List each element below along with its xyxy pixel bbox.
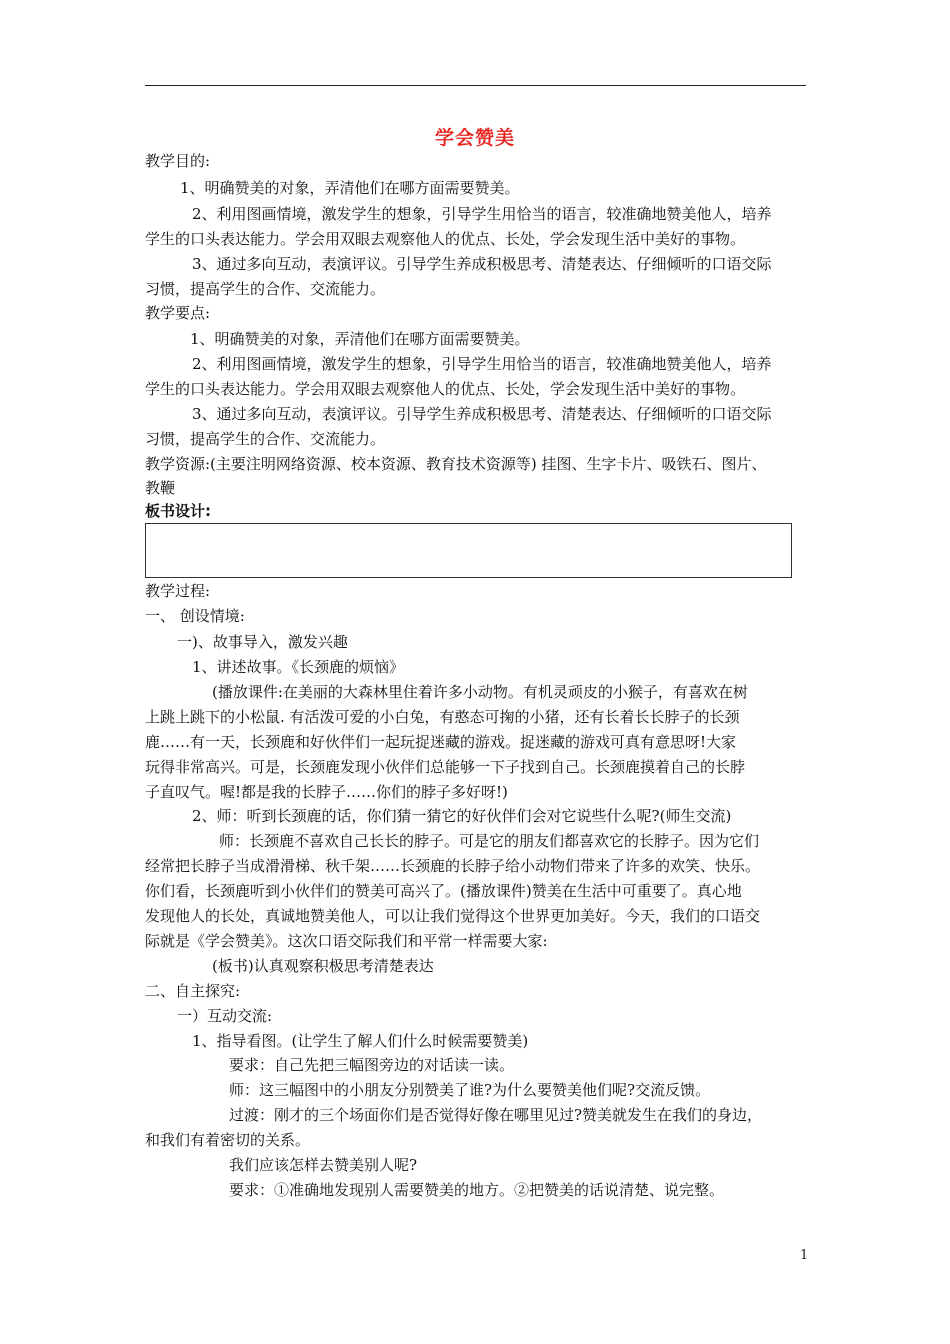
section-2-heading: 二、自主探究: <box>145 982 241 1000</box>
objectives-item-2-line-1: 2、利用图画情境，激发学生的想象，引导学生用恰当的语言，较准确地赞美他人，培养 <box>192 205 772 223</box>
objectives-item-3-line-1: 3、通过多向互动，表演评议。引导学生养成积极思考、清楚表达、仔细倾听的口语交际 <box>192 255 772 273</box>
board-design-box <box>145 523 792 578</box>
transition-line-2: 和我们有着密切的关系。 <box>145 1131 311 1149</box>
teacher-line-5: 际就是《学会赞美》。这次口语交际我们和平常一样需要大家: <box>145 932 548 950</box>
step-2: 2、师：听到长颈鹿的话，你们猜一猜它的好伙伴们会对它说些什么呢?(师生交流) <box>192 807 732 825</box>
requirement-1: 要求：自己先把三幅图旁边的对话读一读。 <box>229 1056 515 1074</box>
key-points-item-3-line-1: 3、通过多向互动，表演评议。引导学生养成积极思考、清楚表达、仔细倾听的口语交际 <box>192 405 772 423</box>
key-points-item-2-line-1: 2、利用图画情境，激发学生的想象，引导学生用恰当的语言，较准确地赞美他人，培养 <box>192 355 772 373</box>
section-1-sub-heading: 一)、故事导入，激发兴趣 <box>177 633 348 651</box>
objectives-item-1: 1、明确赞美的对象，弄清他们在哪方面需要赞美。 <box>180 179 520 197</box>
board-note: (板书)认真观察积极思考清楚表达 <box>212 957 434 975</box>
transition-line-1: 过渡：刚才的三个场面你们是否觉得好像在哪里见过?赞美就发生在我们的身边， <box>229 1106 763 1124</box>
guide-step: 1、指导看图。(让学生了解人们什么时候需要赞美) <box>192 1032 529 1050</box>
teacher-line-2: 经常把长脖子当成滑滑梯、秋千架……长颈鹿的长脖子给小动物们带来了许多的欢笑、快乐。 <box>145 857 761 875</box>
key-points-heading: 教学要点: <box>145 304 211 322</box>
story-line-1: (播放课件:在美丽的大森林里住着许多小动物。有机灵顽皮的小猴子，有喜欢在树 <box>212 683 748 701</box>
board-design-label: 板书设计: <box>145 502 211 520</box>
process-heading: 教学过程: <box>145 582 211 600</box>
resources-line-2: 教鞭 <box>145 479 176 497</box>
document-title: 学会赞美 <box>434 127 515 149</box>
story-line-2: 上跳上跳下的小松鼠. 有活泼可爱的小白兔，有憨态可掬的小猪，还有长着长长脖子的长颈 <box>145 708 740 726</box>
key-points-item-2-line-2: 学生的口头表达能力。学会用双眼去观察他人的优点、长处，学会发现生活中美好的事物。 <box>145 380 746 398</box>
teacher-line-3: 你们看，长颈鹿听到小伙伴们的赞美可高兴了。(播放课件)赞美在生活中可重要了。真心地 <box>145 882 742 900</box>
requirement-2: 要求：①准确地发现别人需要赞美的地方。②把赞美的话说清楚、说完整。 <box>229 1181 725 1199</box>
resources-line-1: 教学资源:(主要注明网络资源、校本资源、教育技术资源等) 挂图、生字卡片、吸铁石、图片、 <box>145 455 767 473</box>
objectives-heading: 教学目的: <box>145 152 211 170</box>
header-rule <box>145 85 806 86</box>
key-points-item-1: 1、明确赞美的对象，弄清他们在哪方面需要赞美。 <box>190 330 530 348</box>
section-2-sub-heading: 一）互动交流: <box>177 1007 273 1025</box>
praise-question: 我们应该怎样去赞美别人呢? <box>229 1156 418 1174</box>
teacher-question: 师：这三幅图中的小朋友分别赞美了谁?为什么要赞美他们呢?交流反馈。 <box>229 1081 711 1099</box>
objectives-item-3-line-2: 习惯，提高学生的合作、交流能力。 <box>145 280 386 298</box>
section-1-heading: 一、 创设情境: <box>145 607 245 625</box>
teacher-line-4: 发现他人的长处，真诚地赞美他人，可以让我们觉得这个世界更加美好。今天，我们的口语交 <box>145 907 761 925</box>
key-points-item-3-line-2: 习惯，提高学生的合作、交流能力。 <box>145 430 386 448</box>
page-number: 1 <box>800 1248 809 1263</box>
teacher-line-1: 师：长颈鹿不喜欢自己长长的脖子。可是它的朋友们都喜欢它的长脖子。因为它们 <box>219 832 760 850</box>
step-1: 1、讲述故事。《长颈鹿的烦恼》 <box>192 658 405 676</box>
story-line-4: 玩得非常高兴。可是，长颈鹿发现小伙伴们总能够一下子找到自己。长颈鹿摸着自己的长脖 <box>145 758 746 776</box>
story-line-5: 子直叹气。喔!都是我的长脖子……你们的脖子多好呀!) <box>145 783 508 801</box>
story-line-3: 鹿……有一天，长颈鹿和好伙伴们一起玩捉迷藏的游戏。捉迷藏的游戏可真有意思呀!大家 <box>145 733 737 751</box>
objectives-item-2-line-2: 学生的口头表达能力。学会用双眼去观察他人的优点、长处，学会发现生活中美好的事物。 <box>145 230 746 248</box>
